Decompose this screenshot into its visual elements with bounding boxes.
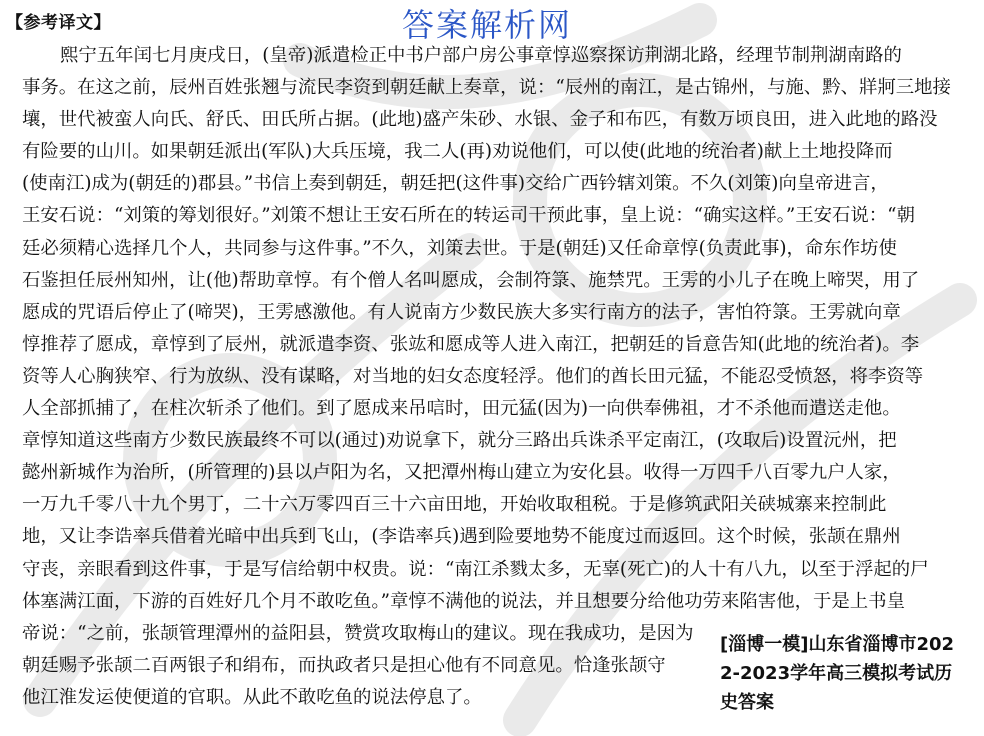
article-line: 壤，世代被蛮人向氏、舒氏、田氏所占据。(此地)盛产朱砂、水银、金子和布匹，有数万顷良田，进入此地的路没 [22, 109, 938, 131]
article-line: 愿成的咒语后停止了(啼哭)，王雱感激他。有人说南方少数民族大多实行南方的法子，害怕符箓。王雱就向章 [22, 301, 901, 323]
article-line: (使南江)成为(朝廷的)郡县。”书信上奏到朝廷，朝廷把(这件事)交给广西钤辖刘策。不久(刘策)向皇帝进言， [22, 173, 889, 195]
article-line: 事务。在这之前，辰州百姓张翘与流民李资到朝廷献上奏章，说：“辰州的南江，是古锦州，与施、黔、牂牁三地接 [22, 77, 951, 99]
article-line: 资等人心胸狭窄、行为放纵、没有谋略，对当地的妇女态度轻浮。他们的酋长田元猛，不能忍受愤怒，将李资等 [22, 365, 924, 387]
article-line: 有险要的山川。如果朝廷派出(军队)大兵压境，我二人(再)劝说他们，可以使(此地的统治者)献上土地投降而 [22, 141, 893, 163]
overlay-title-line: 2-2023学年高三模拟考试历 [720, 663, 953, 684]
article-line: 地，又让李诰率兵借着光暗中出兵到飞山，(李诰率兵)遇到险要地势不能度过而返回。这个时候，张颉在鼎州 [22, 526, 901, 548]
article-line: 熙宁五年闰七月庚戌日，(皇帝)派遣检正中书户部户房公事章惇巡察探访荆湖北路，经理节制荆湖南路的 [60, 45, 902, 66]
article-line: 懿州新城作为治所，(所管理的)县以卢阳为名，又把潭州梅山建立为安化县。收得一万四千八百零九户人家， [22, 462, 901, 484]
article-line: 廷必须精心选择几个人，共同参与这件事。”不久，刘策去世。于是(朝廷)又任命章惇(负责此事)，命东作坊使 [22, 237, 897, 259]
article-line: 帝说：“之前，张颉管理潭州的益阳县，赞赏攻取梅山的建议。现在我成功，是因为 [22, 622, 694, 644]
article-line: 惇推荐了愿成，章惇到了辰州，就派遣李资、张竑和愿成等人进入南江，把朝廷的旨意告知(此地的统治者)。李 [22, 333, 920, 355]
document-title-overlay [720, 630, 980, 717]
site-name-watermark: 答案解析网 [402, 6, 573, 44]
overlay-title-line: [淄博一模]山东省淄博市202 [720, 634, 955, 655]
article-line: 他江淮发运使便道的官职。从此不敢吃鱼的说法停息了。 [22, 686, 482, 708]
overlay-title-line: 史答案 [720, 692, 774, 713]
article-line: 人全部抓捕了，在柱次斩杀了他们。到了愿成来吊唁时，田元猛(因为)一向供奉佛祖，才不杀他而遣送走他。 [22, 398, 901, 420]
translation-article [22, 40, 970, 714]
article-line: 体塞满江面，下游的百姓好几个月不敢吃鱼。”章惇不满他的说法，并且想要分给他功劳来陷害他，于是上书皇 [22, 590, 905, 612]
article-line: 朝廷赐予张颉二百两银子和绢布，而执政者只是担心他有不同意见。恰逢张颉守 [22, 654, 666, 676]
article-line: 石鉴担任辰州知州，让(他)帮助章惇。有个僧人名叫愿成，会制符箓、施禁咒。王雱的小儿子在晚上啼哭，用了 [22, 269, 920, 291]
article-line: 王安石说：“刘策的筹划很好。”刘策不想让王安石所在的转运司干预此事，皇上说：“确实这样。”王安石说：“朝 [22, 205, 915, 227]
article-line: 一万九千零八十九个男丁，二十六万零四百三十六亩田地，开始收取租税。于是修筑武阳关硖城寨来控制此 [22, 494, 887, 516]
article-line: 章惇知道这些南方少数民族最终不可以(通过)劝说拿下，就分三路出兵诛杀平定南江，(攻取后)设置沅州，把 [22, 430, 897, 452]
article-line: 守丧，亲眼看到这件事，于是写信给朝中权贵。说：“南江杀戮太多，无辜(死亡)的人十有八九，以至于浮起的尸 [22, 558, 929, 580]
header-row [6, 6, 978, 44]
section-label: 【参考译文】 [6, 13, 111, 33]
